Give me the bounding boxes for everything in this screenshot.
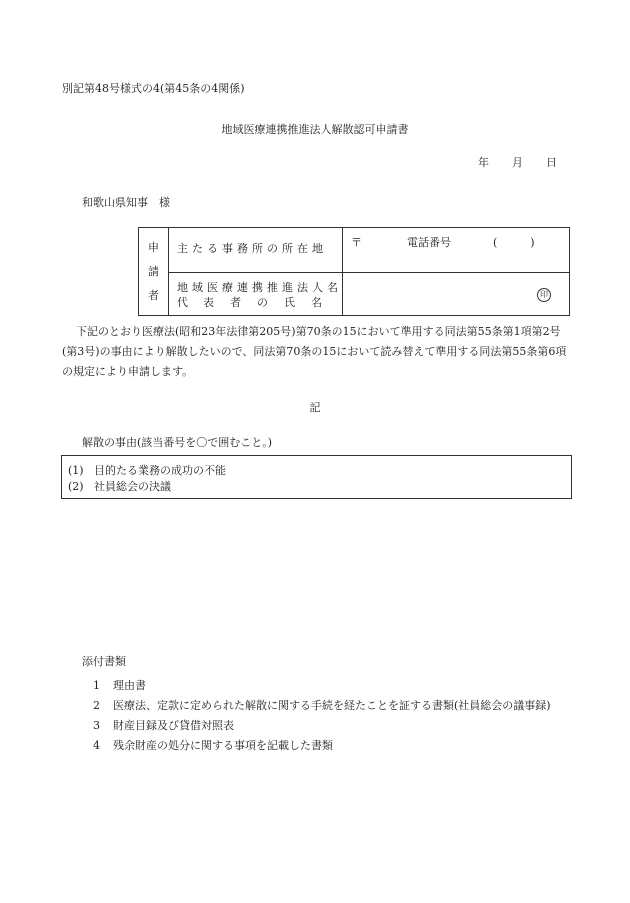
attachment-item xyxy=(93,696,583,716)
attachment-number: 3 xyxy=(93,719,100,732)
seal-mark-icon: 印 xyxy=(537,288,551,302)
applicant-table xyxy=(138,227,570,316)
applicant-label-char: 者 xyxy=(148,288,159,302)
attachments-list xyxy=(93,676,583,756)
office-address-label: 主たる事務所の所在地 xyxy=(177,242,327,255)
applicant-label-cell xyxy=(139,228,168,315)
attachment-item xyxy=(93,716,583,736)
phone-number-label: 電話番号 xyxy=(407,236,451,249)
attachment-number: 2 xyxy=(93,699,100,712)
dissolution-reason-box xyxy=(61,455,572,499)
representative-name-label xyxy=(177,296,322,309)
attachments-heading: 添付書類 xyxy=(82,655,126,668)
application-statement: 下記のとおり医療法(昭和23年法律第205号)第70条の15において準用する同法第55条第1項第2号(第3号)の事由により解散したいので、同法第70条の15において読み替えて準用する同法第55条第6項の規定により申請します。 xyxy=(62,325,567,378)
ki-heading: 記 xyxy=(309,401,321,414)
attachment-item xyxy=(93,676,583,696)
table-divider xyxy=(168,272,569,273)
reason-text: 社員総会の決議 xyxy=(94,480,171,493)
form-number-label: 別記第48号様式の4(第45条の4関係) xyxy=(62,82,245,95)
representative-label-char: 代 xyxy=(177,296,188,309)
representative-label-char: 表 xyxy=(203,296,214,309)
attachment-item xyxy=(93,736,583,756)
attachment-text: 医療法、定款に定められた解散に関する手続を経たことを証する書類(社員総会の議事録) xyxy=(113,699,551,712)
applicant-label-char: 申 xyxy=(148,241,159,255)
date-year-label: 年 xyxy=(478,156,489,169)
reason-text: 目的たる業務の成功の不能 xyxy=(94,464,226,477)
representative-label-char: 名 xyxy=(311,296,322,309)
attachment-text: 財産目録及び貸借対照表 xyxy=(113,719,234,732)
reason-number: (1) xyxy=(68,464,84,477)
reason-item[interactable] xyxy=(68,479,571,495)
attachment-number: 4 xyxy=(93,739,100,752)
addressee: 和歌山県知事 様 xyxy=(82,196,170,209)
date-month-label: 月 xyxy=(512,156,523,169)
corporation-name-label: 地域医療連携推進法人名 xyxy=(177,281,342,294)
phone-number-field[interactable]: ( ) xyxy=(493,236,535,249)
reason-number: (2) xyxy=(68,480,84,493)
representative-label-char: の xyxy=(257,296,268,309)
postal-mark: 〒 xyxy=(351,236,362,249)
representative-label-char: 氏 xyxy=(284,296,295,309)
representative-label-char: 者 xyxy=(230,296,241,309)
document-title: 地域医療連携推進法人解散認可申請書 xyxy=(221,123,409,136)
date-day-label: 日 xyxy=(546,156,557,169)
attachment-number: 1 xyxy=(93,679,100,692)
dissolution-reason-heading: 解散の事由(該当番号を〇で囲むこと。) xyxy=(82,436,273,449)
applicant-label-char: 請 xyxy=(148,264,159,278)
attachment-text: 理由書 xyxy=(113,679,146,692)
attachment-text: 残余財産の処分に関する事項を記載した書類 xyxy=(113,739,333,752)
reason-item[interactable] xyxy=(68,463,571,479)
